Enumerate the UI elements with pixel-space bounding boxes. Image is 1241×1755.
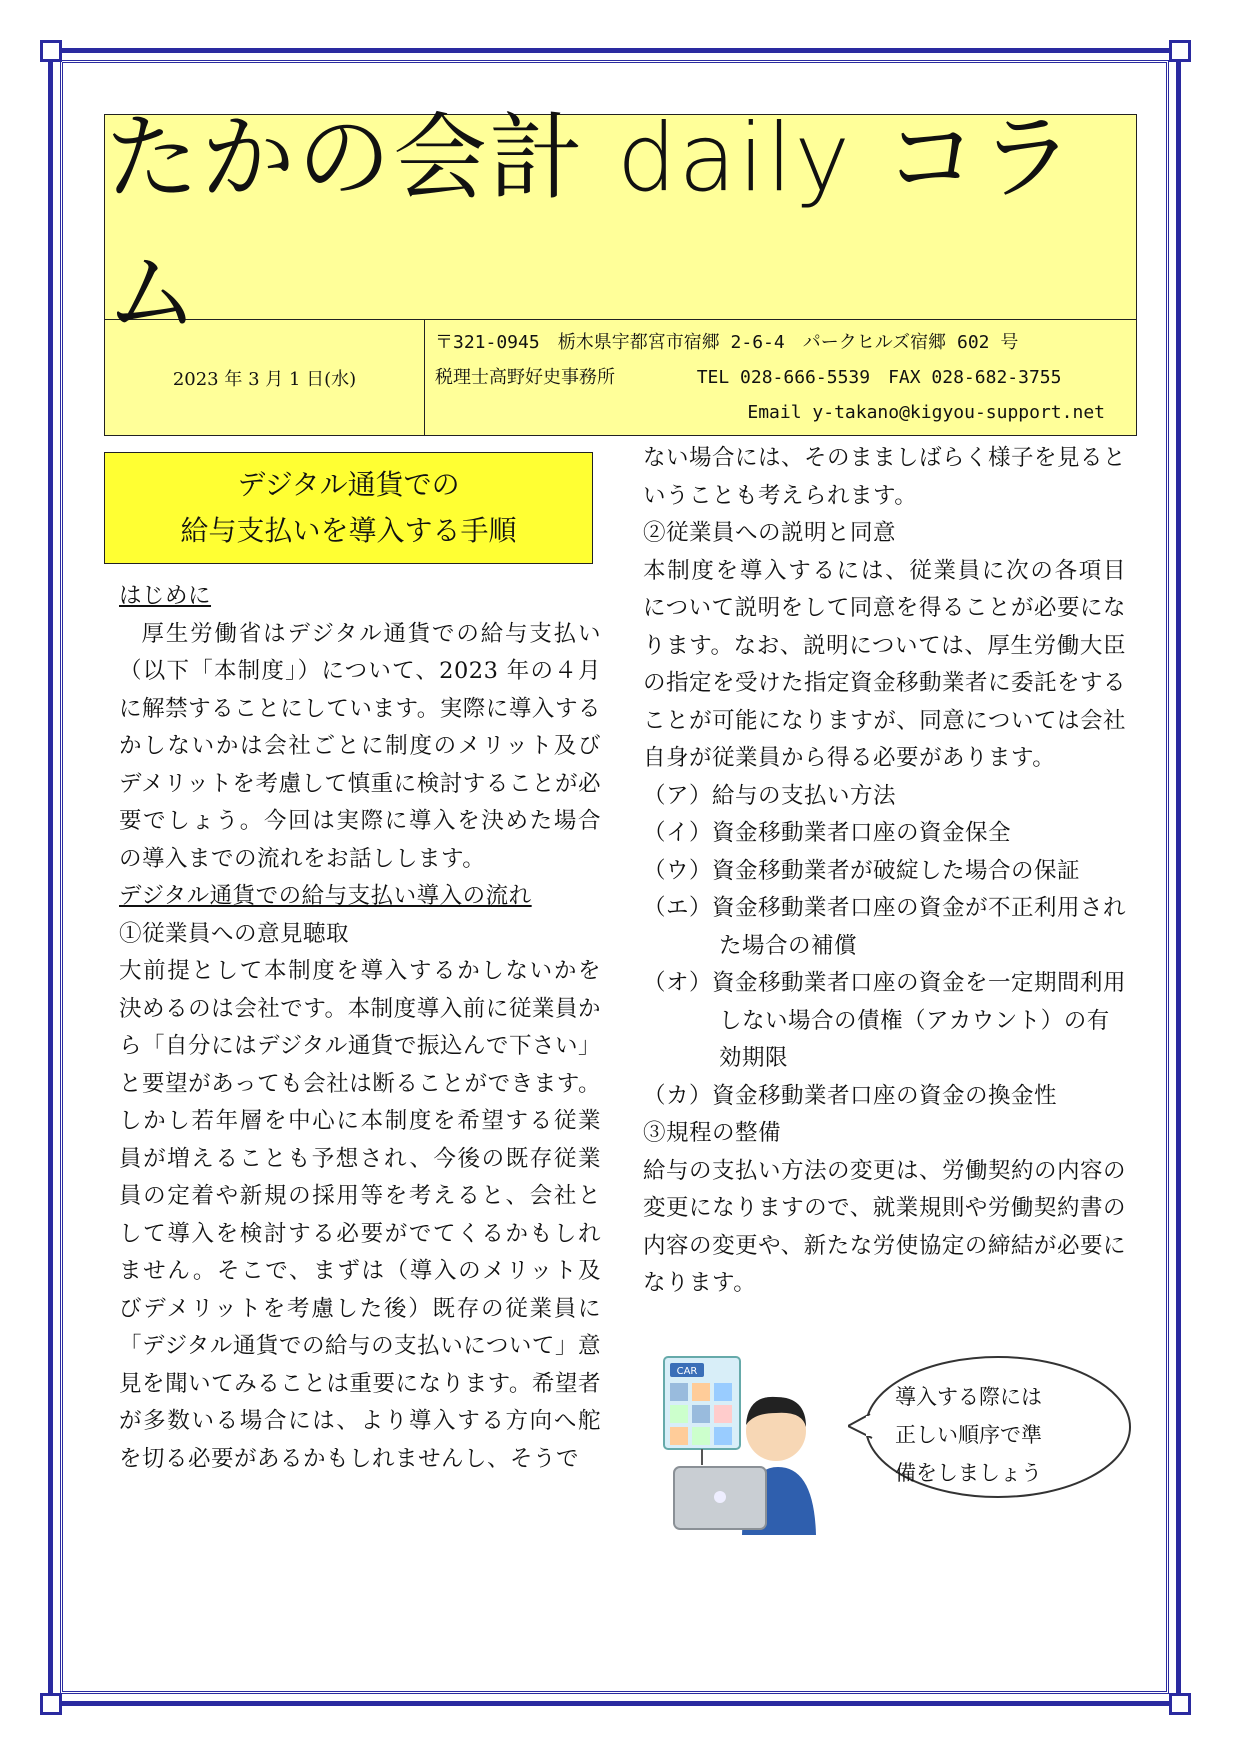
- list-item: （カ）資金移動業者口座の資金の換金性: [643, 1082, 1058, 1109]
- step1-body: 大前提として本制度を導入するかしないかを決めるのは会社です。本制度導入前に従業員から「自分にはデジタル通貨で振込んで下さい」と要望があっても会社は断ることができます。しかし若年層を中心に本制度を希望する従業員が増えることも予想され、今後の既存従業員の定着や新規の採用等を考えると、会社として導入を検討する必要がでてくるかもしれません。そこで、まずは（導入のメリット及びデメリットを考慮した後）既存の従業員に「デジタル通貨での給与の支払いについて」意見を聞いてみることは重要になります。希望者が多数いる場合には、より導入する方向へ舵を切る必要があるかもしれませんし、そうで: [119, 958, 601, 1472]
- frame-corner: [1169, 1693, 1191, 1715]
- step3-body: 給与の支払い方法の変更は、労働契約の内容の変更になりますので、就業規則や労働契約書の内容の変更や、新たな労使協定の締結が必要になります。: [643, 1157, 1127, 1296]
- masthead: [104, 104, 1137, 436]
- step3-heading: ③規程の整備: [643, 1120, 782, 1146]
- issue-date: 2023 年 3 月 1 日(水): [105, 320, 425, 435]
- captcha-laptop-illustration: [662, 1355, 822, 1535]
- list-item: （ウ）資金移動業者が破綻した場合の保証: [643, 857, 1081, 884]
- step2-heading: ②従業員への説明と同意: [643, 520, 897, 546]
- flow-heading: デジタル通貨での給与支払い導入の流れ: [119, 883, 532, 909]
- bubble-line1: 導入する際には: [895, 1385, 1042, 1409]
- list-item: （オ）資金移動業者口座の資金を一定期間利用しない場合の債権（アカウント）の有効期限: [643, 970, 1127, 1071]
- left-column: [119, 578, 601, 1478]
- office-address: 〒321-0945 栃木県宇都宮市宿郷 2-6-4 パークヒルズ宿郷 602 号: [435, 332, 1019, 353]
- step1-heading: ①従業員への意見聴取: [119, 920, 350, 947]
- speech-bubble-text: [895, 1378, 1115, 1492]
- headline-line1: デジタル通貨での: [237, 468, 460, 501]
- frame-corner: [40, 40, 62, 62]
- article-headline: [104, 452, 593, 564]
- list-item: （エ）資金移動業者口座の資金が不正利用された場合の補償: [643, 895, 1127, 959]
- right-column: [643, 440, 1126, 1303]
- list-item: （イ）資金移動業者口座の資金保全: [643, 820, 1012, 846]
- frame-corner: [40, 1693, 62, 1715]
- headline-line2: 給与支払いを導入する手順: [180, 514, 517, 547]
- frame-corner: [1169, 40, 1191, 62]
- office-phone: TEL 028-666-5539 FAX 028-682-3755: [696, 367, 1062, 388]
- office-email: Email y-takano@kigyou-support.net: [747, 402, 1105, 423]
- bubble-line2: 正しい順序で準: [895, 1423, 1042, 1447]
- captcha-label: CAR: [676, 1366, 698, 1377]
- office-contact: [435, 325, 1135, 430]
- masthead-title: たかの会計 daily コラム: [105, 115, 1136, 320]
- bubble-line3: 備をしましょう: [895, 1461, 1042, 1485]
- intro-heading: はじめに: [119, 583, 212, 609]
- office-line: [435, 360, 1135, 395]
- continuation-text: ない場合には、そのまましばらく様子を見るということも考えられます。: [643, 445, 1127, 509]
- list-item: （ア）給与の支払い方法: [643, 782, 897, 809]
- office-name: 税理士高野好史事務所: [435, 367, 615, 388]
- intro-body: 厚生労働省はデジタル通貨での給与支払い（以下「本制度」）について、2023 年の４月に解禁することにしています。実際に導入するかしないかは会社ごとに制度のメリット及びデメリットを考慮して慎重に検討することが必要でしょう。今回は実際に導入を決めた場合の導入までの流れをお話しします。: [119, 620, 601, 872]
- step2-body: 本制度を導入するには、従業員に次の各項目について説明をして同意を得ることが必要になります。なお、説明については、厚生労働大臣の指定を受けた指定資金移動業者に委託をすることが可能になりますが、同意については会社自身が従業員から得る必要があります。: [643, 557, 1127, 771]
